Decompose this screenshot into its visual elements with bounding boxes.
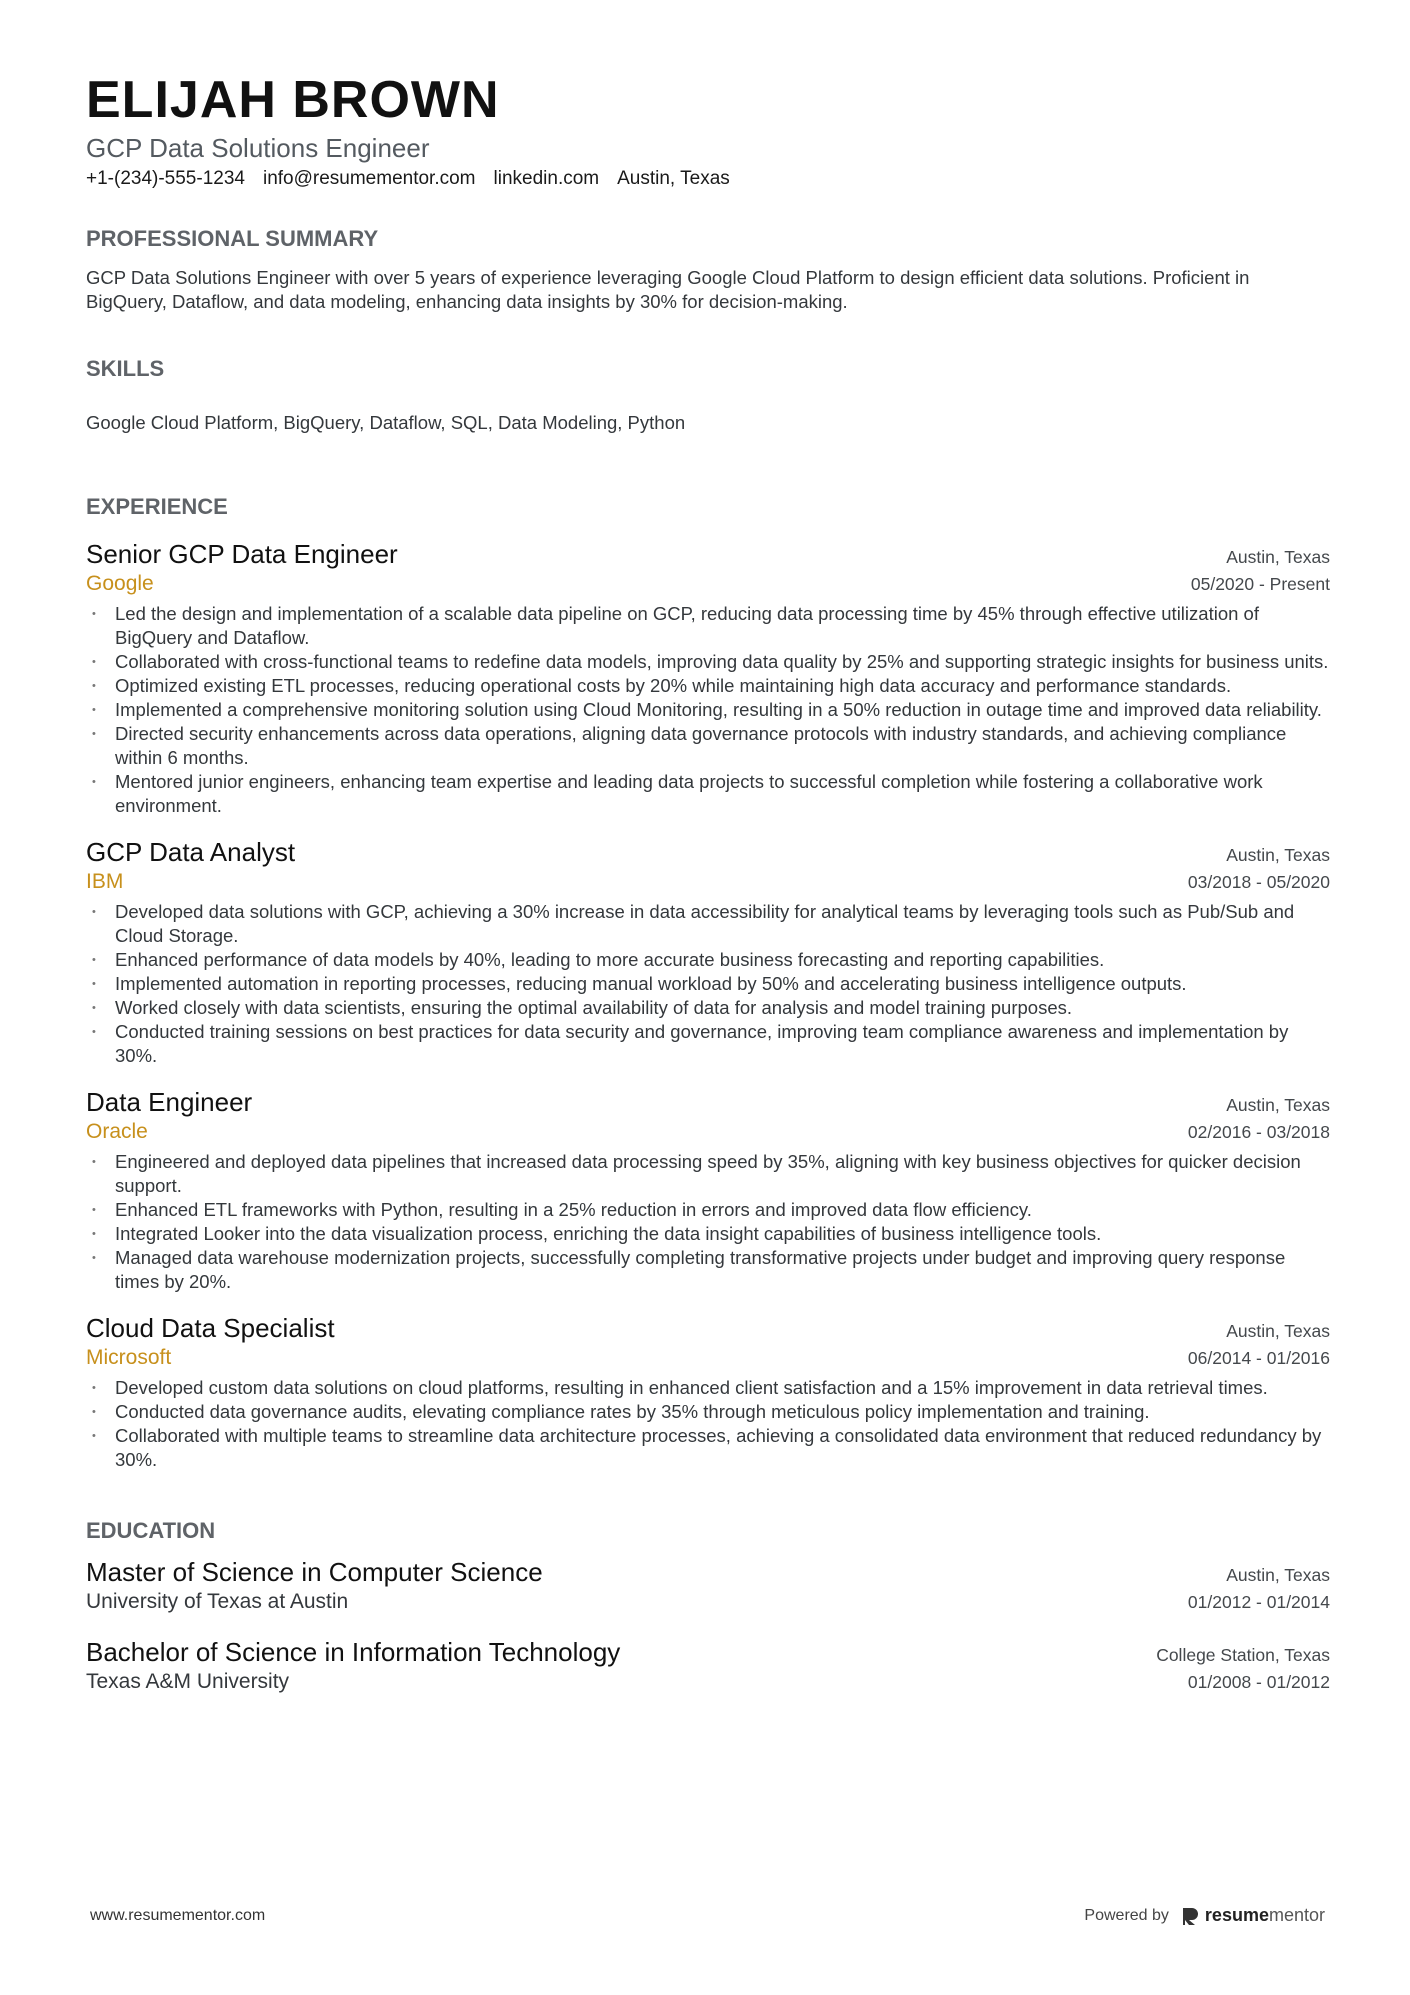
brand-light: mentor xyxy=(1268,1905,1325,1925)
education-dates: 01/2012 - 01/2014 xyxy=(1187,1592,1330,1612)
bullet-item: • Conducted training sessions on best practices for data security and governance, improving team compliance awareness and implementation by 30%. xyxy=(86,1020,1330,1068)
contact-linkedin[interactable]: linkedin.com xyxy=(493,168,600,189)
bullet-item: • Managed data warehouse modernization projects, successfully completing transformative projects under budget and improving query response times by 20%. xyxy=(86,1246,1330,1294)
job-company: IBM xyxy=(86,870,124,893)
bullet-item: • Engineered and deployed data pipelines that increased data processing speed by 35%, aligning with key business objectives for quicker decision support. xyxy=(86,1150,1330,1198)
contact-email[interactable]: info@resumementor.com xyxy=(262,168,476,189)
powered-by-label: Powered by xyxy=(1084,1906,1169,1924)
skills-text: Google Cloud Platform, BigQuery, Dataflow, SQL, Data Modeling, Python xyxy=(86,412,686,433)
job-dates: 02/2016 - 03/2018 xyxy=(1187,1122,1330,1142)
job-entry xyxy=(86,538,1330,818)
job-entry xyxy=(86,1086,1330,1294)
job-entry xyxy=(86,1312,1330,1472)
job-company: Microsoft xyxy=(86,1346,172,1369)
job-role: GCP Data Analyst xyxy=(86,837,296,867)
school-name: University of Texas at Austin xyxy=(86,1590,349,1613)
education-entry xyxy=(86,1636,1330,1696)
bullet-item: • Implemented automation in reporting processes, reducing manual workload by 50% and accelerating business intelligence outputs. xyxy=(86,972,1330,996)
job-role: Cloud Data Specialist xyxy=(86,1313,335,1343)
education-entry xyxy=(86,1556,1330,1616)
bullet-item: • Optimized existing ETL processes, reducing operational costs by 20% while maintaining high data accuracy and performance standards. xyxy=(86,674,1330,698)
skills-heading: SKILLS xyxy=(86,356,165,381)
job-bullets xyxy=(86,602,1330,818)
bullet-item: • Developed data solutions with GCP, achieving a 30% increase in data accessibility for analytical teams by leveraging tools such as Pub/Sub and Cloud Storage. xyxy=(86,900,1330,948)
bullet-item: • Integrated Looker into the data visualization process, enriching the data insight capabilities of business intelligence tools. xyxy=(86,1222,1330,1246)
job-bullets xyxy=(86,900,1330,1068)
experience-heading: EXPERIENCE xyxy=(86,494,228,519)
job-location: Austin, Texas xyxy=(1226,1095,1330,1115)
education-location: College Station, Texas xyxy=(1156,1645,1330,1665)
bullet-item: • Enhanced ETL frameworks with Python, resulting in a 25% reduction in errors and improved data flow efficiency. xyxy=(86,1198,1330,1222)
summary-heading: PROFESSIONAL SUMMARY xyxy=(86,226,379,251)
footer-url[interactable]: www.resumementor.com xyxy=(90,1906,266,1924)
job-dates: 05/2020 - Present xyxy=(1190,574,1330,594)
brand-logo[interactable] xyxy=(1181,1905,1325,1926)
page-footer xyxy=(90,1905,1325,1926)
job-location: Austin, Texas xyxy=(1226,845,1330,865)
job-bullets xyxy=(86,1376,1330,1472)
bullet-item: • Conducted data governance audits, elevating compliance rates by 35% through meticulous policy implementation and training. xyxy=(86,1400,1330,1424)
job-dates: 03/2018 - 05/2020 xyxy=(1187,872,1330,892)
brand-bold: resume xyxy=(1204,1905,1269,1925)
contact-line xyxy=(86,168,1330,190)
bullet-item: • Led the design and implementation of a scalable data pipeline on GCP, reducing data processing time by 45% through effective utilization of BigQuery and Dataflow. xyxy=(86,602,1330,650)
job-company: Oracle xyxy=(86,1120,148,1143)
job-company: Google xyxy=(86,572,154,595)
job-role: Senior GCP Data Engineer xyxy=(86,539,398,569)
job-bullets xyxy=(86,1150,1330,1294)
degree-title: Master of Science in Computer Science xyxy=(86,1557,543,1587)
job-location: Austin, Texas xyxy=(1226,1321,1330,1341)
contact-location: Austin, Texas xyxy=(617,168,730,189)
candidate-title: GCP Data Solutions Engineer xyxy=(86,133,430,163)
degree-title: Bachelor of Science in Information Technology xyxy=(86,1637,621,1667)
summary-text: GCP Data Solutions Engineer with over 5 years of experience leveraging Google Cloud Platform to design efficient data solutions. Proficient in BigQuery, Dataflow, and data modeling, enhancing data insights by 30% for decision-making. xyxy=(86,267,1250,312)
bullet-item: • Collaborated with cross-functional teams to redefine data models, improving data quality by 25% and supporting strategic insights for business units. xyxy=(86,650,1330,674)
job-location: Austin, Texas xyxy=(1226,547,1330,567)
education-location: Austin, Texas xyxy=(1226,1565,1330,1585)
bullet-item: • Mentored junior engineers, enhancing team expertise and leading data projects to successful completion while fostering a collaborative work environment. xyxy=(86,770,1330,818)
bullet-item: • Enhanced performance of data models by 40%, leading to more accurate business forecasting and reporting capabilities. xyxy=(86,948,1330,972)
bullet-item: • Developed custom data solutions on cloud platforms, resulting in enhanced client satisfaction and a 15% improvement in data retrieval times. xyxy=(86,1376,1330,1400)
candidate-name: ELIJAH BROWN xyxy=(86,71,500,129)
bullet-item: • Directed security enhancements across data operations, aligning data governance protocols with industry standards, and achieving compliance within 6 months. xyxy=(86,722,1330,770)
powered-by xyxy=(1084,1905,1325,1926)
bullet-item: • Worked closely with data scientists, ensuring the optimal availability of data for analysis and model training purposes. xyxy=(86,996,1330,1020)
education-heading: EDUCATION xyxy=(86,1518,216,1543)
resumementor-logo-icon xyxy=(1181,1906,1199,1926)
job-role: Data Engineer xyxy=(86,1087,253,1117)
job-entry xyxy=(86,836,1330,1068)
bullet-item: • Implemented a comprehensive monitoring solution using Cloud Monitoring, resulting in a 50% reduction in outage time and improved data reliability. xyxy=(86,698,1330,722)
school-name: Texas A&M University xyxy=(86,1670,290,1693)
bullet-item: • Collaborated with multiple teams to streamline data architecture processes, achieving a consolidated data environment that reduced redundancy by 30%. xyxy=(86,1424,1330,1472)
contact-phone: +1-(234)-555-1234 xyxy=(86,168,245,189)
job-dates: 06/2014 - 01/2016 xyxy=(1187,1348,1330,1368)
education-dates: 01/2008 - 01/2012 xyxy=(1187,1672,1330,1692)
